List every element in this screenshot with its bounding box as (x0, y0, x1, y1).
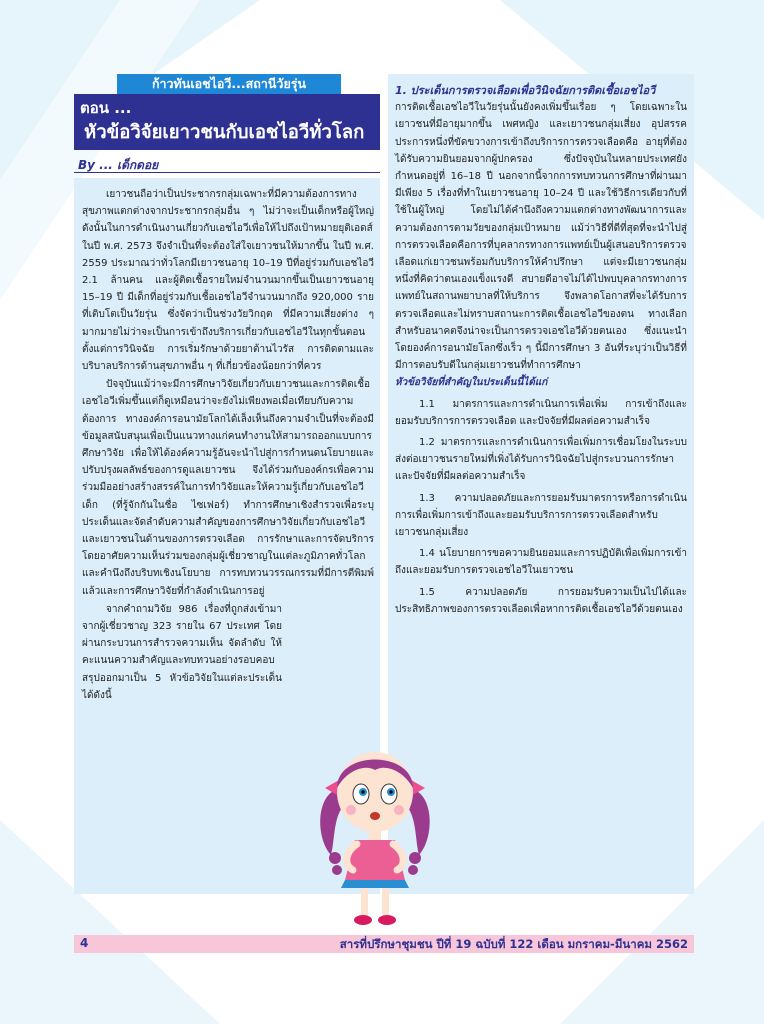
episode-label: ตอน ... (80, 99, 132, 117)
research-item: 1.2 มาตรการและการดำเนินการเพื่อเพิ่มการเชื่อมโยงในระบบส่งต่อเยาวชนรายใหม่ที่เพิ่งได้รับการวินิจฉัยไปสู่กระบวนการรักษาและปัจจัยที่มีผลต่อความสำเร็จ (395, 437, 687, 483)
title-box (74, 94, 380, 150)
section-heading: 1. ประเด็นการตรวจเลือดเพื่อวินิจฉัยการติดเชื้อเอชไอวี (395, 84, 656, 97)
page-number: 4 (80, 936, 89, 950)
byline-divider (74, 172, 380, 173)
research-item: 1.5 ความปลอดภัย การยอมรับความเป็นไปได้และประสิทธิภาพของการตรวจเลือดเพื่อหาการติดเชื้อเอชไอวีด้วยตนเอง (395, 586, 687, 615)
footer-bar (74, 935, 694, 953)
body-paragraph: เยาวชนถือว่าเป็นประชากรกลุ่มเฉพาะที่มีความต้องการทางสุขภาพแตกต่างจากประชากรกลุ่มอื่น ๆ ไม่ว่าจะเป็นเด็กหรือผู้ใหญ่ ดังนั้นในการดำเนินงานเกี่ยวกับเอชไอวีเพื่อให้ไปถึงเป้าหมายยุติเอดส์ในปี พ.ศ. 2573 จึงจำเป็นที่จะต้องใส่ใจเยาวชนให้มากขึ้น ในปี พ.ศ. 2559 ประมาณว่าทั่วโลกมีเยาวชนอายุ 10–19 ปีที่อยู่ร่วมกับเอชไอวี 2.1 ล้านคน และผู้ติดเชื้อรายใหม่จำนวนมากขึ้นเป็นเยาวชนอายุ 15–19 ปี มีเด็กที่อยู่ร่วมกับเชื้อเอชไอวีจำนวนมากถึง 920,000 รายที่เติบโตเป็นวัยรุ่น ซึ่งจัดว่าเป็นช่วงวัยวิกฤต ที่มีความเสี่ยงต่าง ๆ มากมายไม่ว่าจะเป็นการเข้าถึงบริการเกี่ยวกับเอชไอวีในทุกขั้นตอนตั้งแต่การวินิจฉัย การเริ่มรักษาด้วยยาต้านไวรัส การติดตามและบริบาลบริการด้านสุขภาพอื่น ๆ ที่เกี่ยวข้องน้อยกว่าที่ควร (82, 189, 374, 373)
article-title: หัวข้อวิจัยเยาวชนกับเอชไอวีทั่วโลก (84, 122, 365, 143)
cartoon-girl-illustration (305, 730, 445, 930)
research-item: 1.3 ความปลอดภัยและการยอมรับมาตรการหรือการดำเนินการเพื่อเพิ่มการเข้าถึงและยอมรับบริการการตรวจเลือดสำหรับเยาวชนกลุ่มเสี่ยง (395, 492, 687, 539)
body-paragraph: จากคำถามวิจัย 986 เรื่องที่ถูกส่งเข้ามาจากผู้เชี่ยวชาญ 323 รายใน 67 ประเทศ โดยผ่านกระบวนการสำรวจความเห็น จัดลำดับ ให้คะแนนความสำคัญและทบทวนอย่างรอบคอบ สรุปออกมาเป็น 5 หัวข้อวิจัยในแต่ละประเด็นได้ดังนี้ (82, 603, 282, 701)
research-item: 1.4 นโยบายการขอความยินยอมและการปฏิบัติเพื่อเพิ่มการเข้าถึงและยอมรับการตรวจเอชไอวีในเยาวชน (395, 548, 687, 577)
journal-info: สารที่ปรึกษาชุมชน ปีที่ 19 ฉบับที่ 122 เดือน มกราคม-มีนาคม 2562 (339, 937, 688, 951)
right-body-text (395, 82, 687, 618)
left-body-text (82, 186, 374, 704)
research-item: 1.1 มาตรการและการดำเนินการเพื่อเพิ่ม การเข้าถึงและยอมรับบริการการตรวจเลือด และปัจจัยที่มีผลต่อความสำเร็จ (395, 398, 687, 427)
subheading: หัวข้อวิจัยที่สำคัญในประเด็นนี้ได้แก่ (395, 377, 548, 389)
author-byline: By ... เด็กดอย (78, 158, 159, 172)
body-paragraph: การติดเชื้อเอชไอวีในวัยรุ่นนั้นยังคงเพิ่มขึ้นเรื่อย ๆ โดยเฉพาะในเยาวชนที่มีอายุมากขึ้น เพศหญิง และเยาวชนกลุ่มเสี่ยง อุปสรรคประการหนึ่งที่ขัดขวางการเข้าถึงบริการการตรวจเลือดคือ อายุที่ต้องได้รับความยินยอมจากผู้ปกครอง ซึ่งปัจจุบันในหลายประเทศยังกำหนดอยู่ที่ 16–18 ปี นอกจากนี้จากการทบทวนการศึกษาที่ผ่านมา มีเพียง 5 เรื่องที่ทำในเยาวชนอายุ 10–24 ปี และใช้วิธีการเดียวกับที่ใช้ในผู้ใหญ่ โดยไม่ได้คำนึงถึงความแตกต่างทางพัฒนาการและความต้องการตามวัยของกลุ่มเป้าหมาย แม้ว่าวิธีที่ดีที่สุดที่จะนำไปสู่การตรวจเลือดคือการที่บุคลากรทางการแพทย์เป็นผู้เสนอบริการตรวจเลือดแก่เยาวชนพร้อมกับบริการให้คำปรึกษา แต่จะมีเยาวชนกลุ่มหนึ่งที่คิดว่าตนเองแข็งแรงดี สบายดีอาจไม่ได้ไปพบบุคลากรทางการแพทย์ในสถานพยาบาลที่ให้บริการ จึงพลาดโอกาสที่จะได้รับการตรวจเลือดและไม่ทราบสถานะการติดเชื้อเอชไอวีของตน ทางเลือกสำหรับอนาคตจึงน่าจะเป็นการตรวจเอชไอวีด้วยตนเอง ซึ่งแนะนำโดยองค์การอนามัยโลกซึ่งเร็ว ๆ นี้มีการศึกษา 3 อันที่ระบุว่าเป็นวิธีที่มีการตอบรับดีในกลุ่มเยาวชนที่ทำการศึกษา (395, 102, 687, 372)
section-tag: ก้าวทันเอชไอวี...สถานีวัยรุ่น (117, 74, 341, 94)
body-paragraph: ปัจจุบันแม้ว่าจะมีการศึกษาวิจัยเกี่ยวกับเยาวชนและการติดเชื้อเอชไอวีเพิ่มขึ้นแต่ก็ดูเหมือนว่าจะยังไม่เพียงพอเมื่อเทียบกับความต้องการ ทางองค์การอนามัยโลกได้เล็งเห็นถึงความจำเป็นที่จะต้องมีข้อมูลสนับสนุนเพื่อเป็นแนวทางแก่คนทำงานให้สามารถออกแบบการศึกษาวิจัย เพื่อให้ได้องค์ความรู้อันจะนำไปสู่การกำหนดนโยบายและปรับปรุงผลลัพธ์ของการดูแลเยาวชน จึงได้ร่วมกับองค์กรเพื่อความร่วมมืออย่างสร้างสรรค์ในการทำวิจัยและให้ความรู้เกี่ยวกับเอชไอวีเด็ก (ที่รู้จักกันในชื่อ ไซเฟอร์) ทำการศึกษาเชิงสำรวจเพื่อระบุประเด็นและจัดลำดับความสำคัญของการศึกษาวิจัยเกี่ยวกับเอชไอวีและเยาวชนในด้านของการตรวจเลือด การรักษาและการจัดบริการ โดยอาศัยความเห็นร่วมของกลุ่มผู้เชี่ยวชาญในแต่ละภูมิภาคทั่วโลกและคำนึงถึงบริบทเชิงนโยบาย การทบทวนวรรณกรรมที่มีการตีพิมพ์แล้วและการศึกษาวิจัยที่กำลังดำเนินการอยู่ (82, 379, 374, 597)
